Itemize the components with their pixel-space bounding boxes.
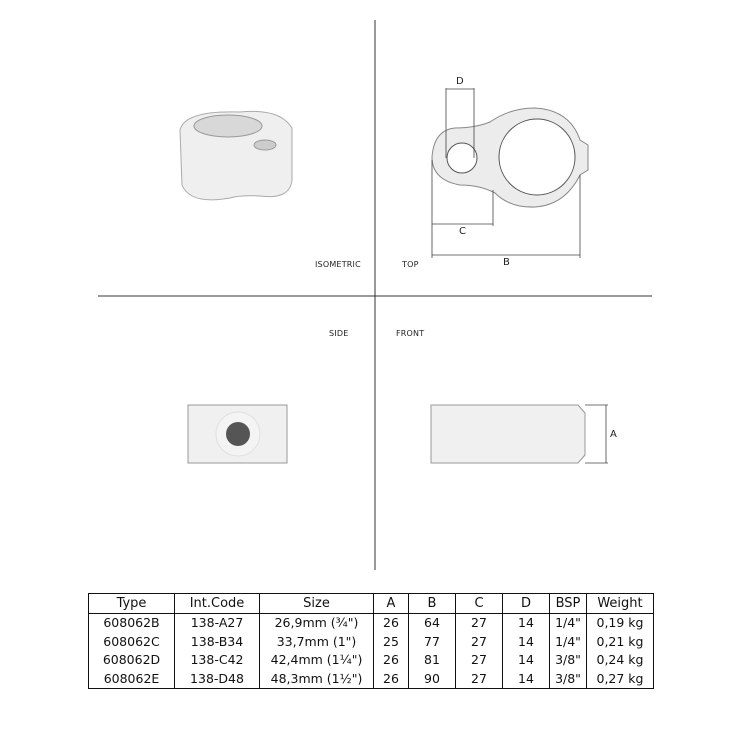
header-c: C — [456, 594, 503, 614]
table-row — [89, 670, 654, 689]
table-cell: 608062C — [89, 633, 175, 652]
table-cell: 90 — [409, 670, 456, 689]
side-label: SIDE — [329, 329, 349, 338]
front-view — [431, 405, 608, 463]
table-cell: 26,9mm (¾") — [260, 614, 374, 633]
header-bsp: BSP — [550, 594, 587, 614]
table-cell: 25 — [374, 633, 409, 652]
table-cell: 77 — [409, 633, 456, 652]
top-label: TOP — [402, 260, 419, 269]
table-cell: 48,3mm (1½") — [260, 670, 374, 689]
table-cell: 0,27 kg — [587, 670, 654, 689]
dimension-d-label: D — [456, 76, 464, 87]
table-cell: 64 — [409, 614, 456, 633]
table-cell: 3/8" — [550, 670, 587, 689]
table-cell: 27 — [456, 670, 503, 689]
table-cell: 608062D — [89, 651, 175, 670]
front-label: FRONT — [396, 329, 425, 338]
top-view — [432, 88, 588, 258]
table-cell: 14 — [503, 633, 550, 652]
table-cell: 3/8" — [550, 651, 587, 670]
table-row — [89, 633, 654, 652]
table-cell: 27 — [456, 614, 503, 633]
table-row — [89, 614, 654, 633]
header-d: D — [503, 594, 550, 614]
header-int-code: Int.Code — [175, 594, 260, 614]
header-b: B — [409, 594, 456, 614]
table-cell: 14 — [503, 670, 550, 689]
table-cell: 138-A27 — [175, 614, 260, 633]
dimension-b-label: B — [503, 257, 511, 268]
header-weight: Weight — [587, 594, 654, 614]
header-a: A — [374, 594, 409, 614]
table-cell: 26 — [374, 670, 409, 689]
dimension-c-label: C — [459, 226, 467, 237]
table-cell: 0,19 kg — [587, 614, 654, 633]
dimension-a-label: A — [610, 429, 618, 440]
table-cell: 0,21 kg — [587, 633, 654, 652]
table-cell: 42,4mm (1¼") — [260, 651, 374, 670]
table-cell: 608062E — [89, 670, 175, 689]
table-cell: 26 — [374, 614, 409, 633]
table-cell: 26 — [374, 651, 409, 670]
isometric-view — [180, 111, 292, 199]
table-header-row — [89, 594, 654, 614]
table-cell: 1/4" — [550, 614, 587, 633]
table-cell: 608062B — [89, 614, 175, 633]
table-cell: 1/4" — [550, 633, 587, 652]
table-cell: 138-B34 — [175, 633, 260, 652]
table-cell: 27 — [456, 633, 503, 652]
specifications-table — [88, 593, 654, 689]
table-row — [89, 651, 654, 670]
table-cell: 14 — [503, 614, 550, 633]
table-cell: 0,24 kg — [587, 651, 654, 670]
header-type: Type — [89, 594, 175, 614]
table-cell: 33,7mm (1") — [260, 633, 374, 652]
table-cell: 81 — [409, 651, 456, 670]
isometric-label: ISOMETRIC — [315, 260, 361, 269]
header-size: Size — [260, 594, 374, 614]
table-cell: 27 — [456, 651, 503, 670]
table-cell: 14 — [503, 651, 550, 670]
side-view — [188, 405, 287, 463]
table-cell: 138-D48 — [175, 670, 260, 689]
table-cell: 138-C42 — [175, 651, 260, 670]
